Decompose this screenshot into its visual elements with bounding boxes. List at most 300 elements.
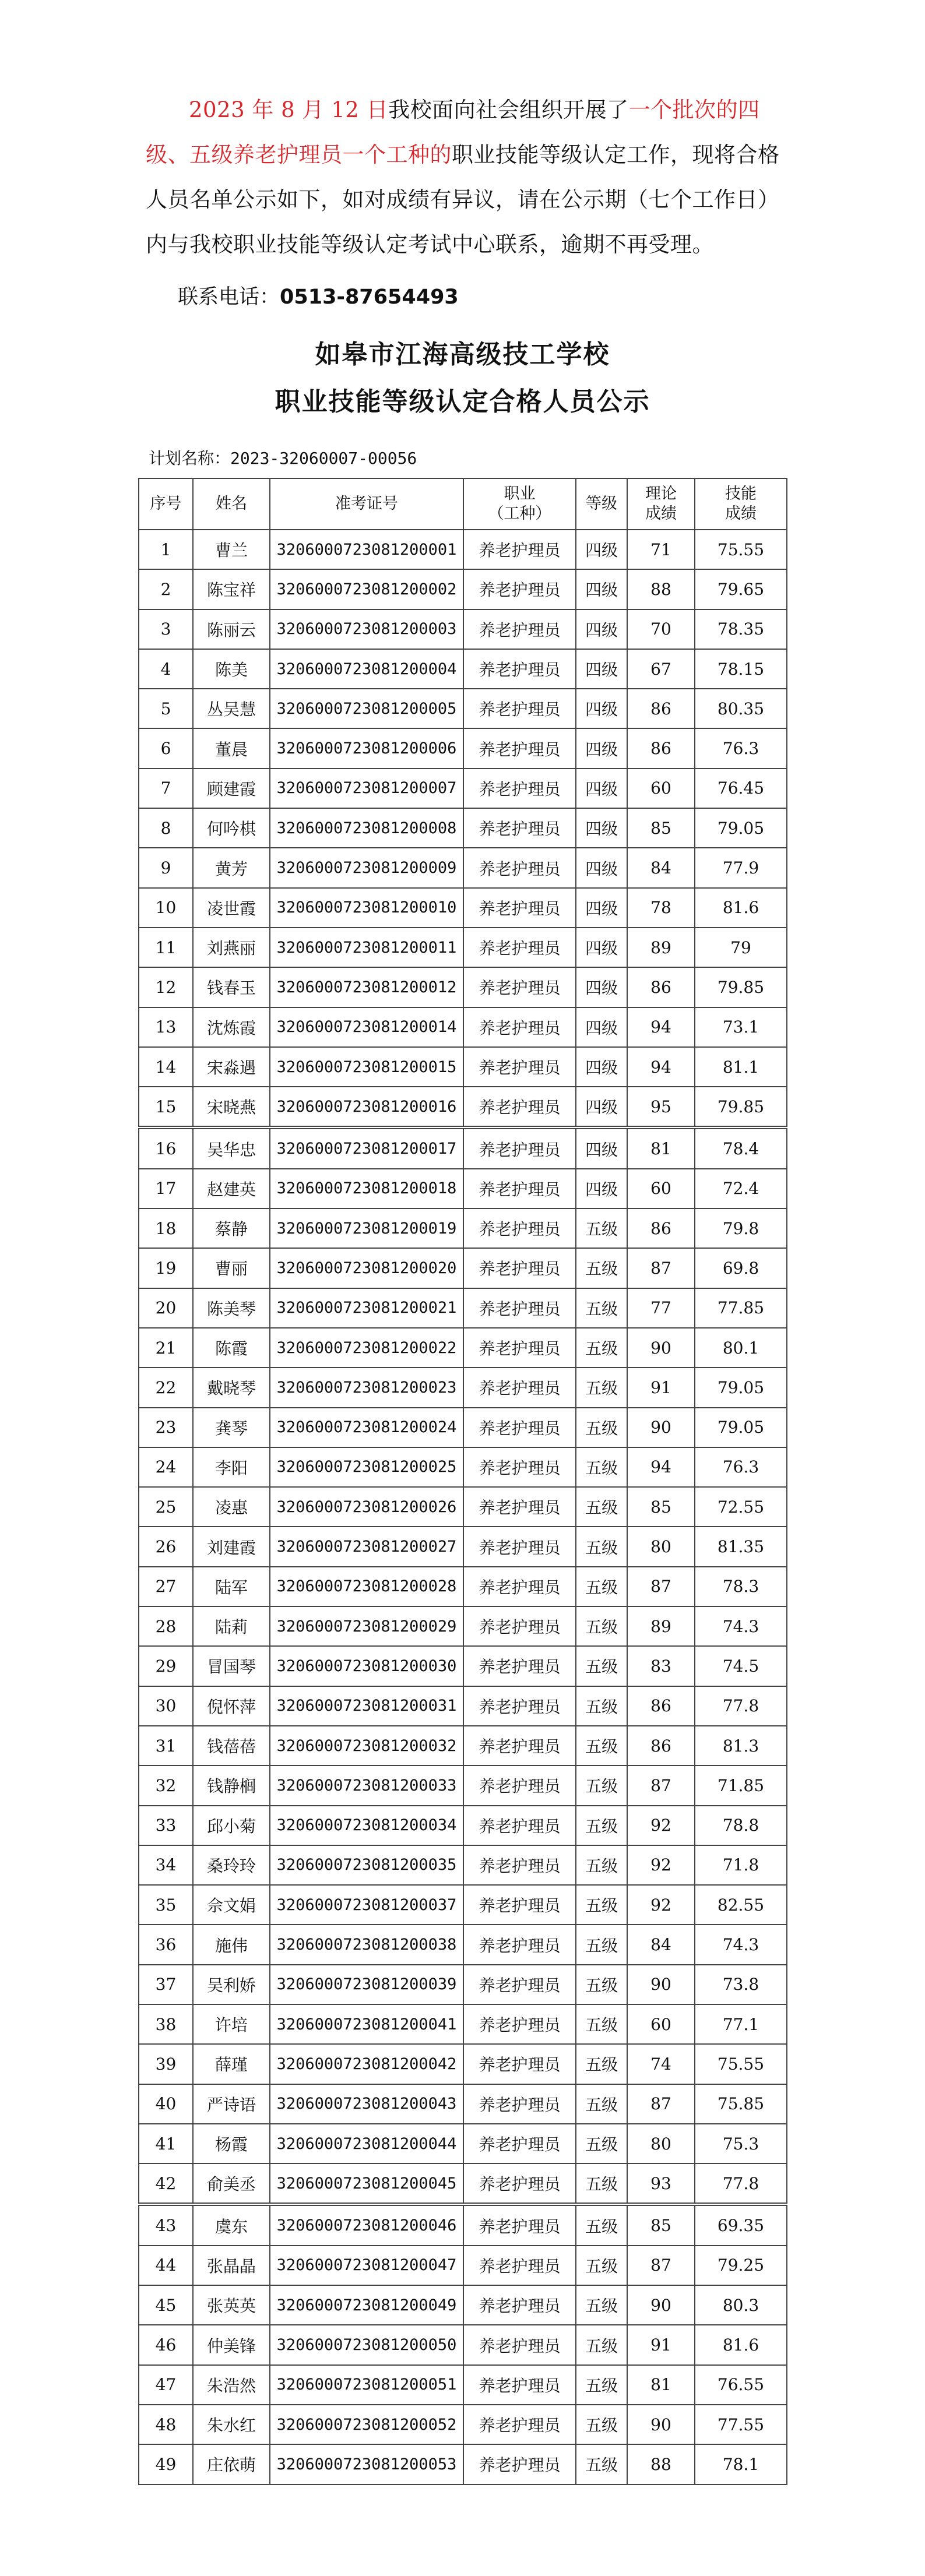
cell-skill: 73.8 xyxy=(695,1965,787,2004)
cell-seq: 15 xyxy=(139,1087,193,1127)
cell-occupation: 养老护理员 xyxy=(463,1806,576,1845)
cell-level: 五级 xyxy=(576,2325,627,2364)
cell-theory: 87 xyxy=(627,2246,695,2285)
cell-theory: 85 xyxy=(627,808,695,848)
cell-ticket: 3206000723081200042 xyxy=(270,2044,463,2084)
cell-ticket: 3206000723081200015 xyxy=(270,1047,463,1087)
cell-name: 陈美琴 xyxy=(193,1288,270,1328)
cell-occupation: 养老护理员 xyxy=(463,2204,576,2245)
cell-theory: 91 xyxy=(627,1368,695,1407)
cell-ticket: 3206000723081200053 xyxy=(270,2444,463,2484)
cell-level: 四级 xyxy=(576,649,627,689)
cell-level: 四级 xyxy=(576,530,627,569)
cell-skill: 69.35 xyxy=(695,2204,787,2245)
table-row xyxy=(139,1007,787,1047)
cell-skill: 80.35 xyxy=(695,689,787,728)
table-row xyxy=(139,2444,787,2484)
cell-skill: 79.8 xyxy=(695,1208,787,1248)
cell-level: 五级 xyxy=(576,2163,627,2204)
table-row xyxy=(139,609,787,649)
cell-ticket: 3206000723081200046 xyxy=(270,2204,463,2245)
cell-name: 凌世霞 xyxy=(193,888,270,928)
cell-ticket: 3206000723081200032 xyxy=(270,1726,463,1766)
cell-ticket: 3206000723081200038 xyxy=(270,1925,463,1964)
cell-level: 五级 xyxy=(576,2124,627,2163)
cell-level: 五级 xyxy=(576,1567,627,1606)
cell-ticket: 3206000723081200028 xyxy=(270,1567,463,1606)
cell-seq: 34 xyxy=(139,1845,193,1885)
cell-name: 张英英 xyxy=(193,2285,270,2325)
cell-name: 吴利娇 xyxy=(193,1965,270,2004)
cell-name: 戴晓琴 xyxy=(193,1368,270,1407)
table-row xyxy=(139,1447,787,1487)
cell-ticket: 3206000723081200023 xyxy=(270,1368,463,1407)
cell-occupation: 养老护理员 xyxy=(463,1447,576,1487)
cell-occupation: 养老护理员 xyxy=(463,609,576,649)
cell-skill: 71.85 xyxy=(695,1766,787,1805)
cell-name: 龚琴 xyxy=(193,1408,270,1447)
cell-theory: 70 xyxy=(627,609,695,649)
table-row xyxy=(139,1368,787,1407)
cell-name: 钱静榈 xyxy=(193,1766,270,1805)
cell-occupation: 养老护理员 xyxy=(463,569,576,609)
cell-level: 五级 xyxy=(576,2444,627,2484)
cell-level: 五级 xyxy=(576,1527,627,1566)
cell-occupation: 养老护理员 xyxy=(463,1288,576,1328)
cell-theory: 85 xyxy=(627,2204,695,2245)
cell-occupation: 养老护理员 xyxy=(463,1127,576,1168)
cell-level: 五级 xyxy=(576,1487,627,1527)
cell-name: 陈霞 xyxy=(193,1328,270,1368)
cell-level: 五级 xyxy=(576,1288,627,1328)
cell-skill: 79.05 xyxy=(695,808,787,848)
cell-name: 陈丽云 xyxy=(193,609,270,649)
cell-theory: 92 xyxy=(627,1885,695,1925)
cell-level: 四级 xyxy=(576,888,627,928)
cell-skill: 75.55 xyxy=(695,2044,787,2084)
cell-theory: 93 xyxy=(627,2163,695,2204)
cell-occupation: 养老护理员 xyxy=(463,2124,576,2163)
cell-theory: 81 xyxy=(627,1127,695,1168)
cell-occupation: 养老护理员 xyxy=(463,2365,576,2405)
table-row xyxy=(139,1845,787,1885)
cell-occupation: 养老护理员 xyxy=(463,2246,576,2285)
cell-name: 刘建霞 xyxy=(193,1527,270,1566)
table-row xyxy=(139,1248,787,1288)
cell-seq: 2 xyxy=(139,569,193,609)
table-row xyxy=(139,2044,787,2084)
cell-skill: 76.3 xyxy=(695,728,787,768)
table-row xyxy=(139,1487,787,1527)
cell-theory: 71 xyxy=(627,530,695,569)
table-row xyxy=(139,689,787,728)
cell-theory: 74 xyxy=(627,2044,695,2084)
cell-theory: 90 xyxy=(627,1965,695,2004)
cell-seq: 13 xyxy=(139,1007,193,1047)
cell-skill: 81.35 xyxy=(695,1527,787,1566)
table-row xyxy=(139,2004,787,2044)
cell-name: 陈美 xyxy=(193,649,270,689)
cell-theory: 94 xyxy=(627,1047,695,1087)
cell-level: 四级 xyxy=(576,1169,627,1208)
cell-name: 丛吴慧 xyxy=(193,689,270,728)
contact-line xyxy=(178,280,459,315)
cell-ticket: 3206000723081200010 xyxy=(270,888,463,928)
cell-skill: 76.45 xyxy=(695,769,787,808)
cell-skill: 80.1 xyxy=(695,1328,787,1368)
cell-theory: 86 xyxy=(627,967,695,1007)
cell-seq: 26 xyxy=(139,1527,193,1566)
cell-skill: 69.8 xyxy=(695,1248,787,1288)
cell-level: 四级 xyxy=(576,728,627,768)
table-body xyxy=(139,530,787,2485)
cell-level: 五级 xyxy=(576,1726,627,1766)
cell-skill: 77.8 xyxy=(695,1686,787,1726)
cell-occupation: 养老护理员 xyxy=(463,2004,576,2044)
cell-seq: 6 xyxy=(139,728,193,768)
table-row xyxy=(139,649,787,689)
cell-level: 五级 xyxy=(576,1248,627,1288)
cell-occupation: 养老护理员 xyxy=(463,728,576,768)
header-skill: 技能 成绩 xyxy=(695,478,787,530)
cell-name: 薛瑾 xyxy=(193,2044,270,2084)
table-row xyxy=(139,2204,787,2245)
cell-level: 五级 xyxy=(576,1208,627,1248)
cell-theory: 88 xyxy=(627,569,695,609)
cell-level: 五级 xyxy=(576,1766,627,1805)
cell-skill: 81.1 xyxy=(695,1047,787,1087)
cell-seq: 4 xyxy=(139,649,193,689)
table-row xyxy=(139,1408,787,1447)
cell-theory: 86 xyxy=(627,1686,695,1726)
cell-skill: 77.1 xyxy=(695,2004,787,2044)
cell-ticket: 3206000723081200033 xyxy=(270,1766,463,1805)
cell-seq: 25 xyxy=(139,1487,193,1527)
cell-ticket: 3206000723081200006 xyxy=(270,728,463,768)
cell-seq: 46 xyxy=(139,2325,193,2364)
cell-level: 五级 xyxy=(576,1408,627,1447)
cell-ticket: 3206000723081200021 xyxy=(270,1288,463,1328)
cell-name: 桑玲玲 xyxy=(193,1845,270,1885)
cell-occupation: 养老护理员 xyxy=(463,689,576,728)
cell-skill: 75.55 xyxy=(695,530,787,569)
cell-theory: 90 xyxy=(627,1328,695,1368)
cell-skill: 77.55 xyxy=(695,2405,787,2444)
table-row xyxy=(139,1925,787,1964)
cell-skill: 79.65 xyxy=(695,569,787,609)
cell-name: 佘文娟 xyxy=(193,1885,270,1925)
header-ticket: 准考证号 xyxy=(270,478,463,530)
cell-seq: 47 xyxy=(139,2365,193,2405)
table-row xyxy=(139,967,787,1007)
cell-seq: 44 xyxy=(139,2246,193,2285)
cell-theory: 90 xyxy=(627,1408,695,1447)
notice-title: 职业技能等级认定合格人员公示 xyxy=(275,387,650,417)
cell-theory: 87 xyxy=(627,1567,695,1606)
cell-seq: 45 xyxy=(139,2285,193,2325)
cell-theory: 86 xyxy=(627,1726,695,1766)
cell-seq: 24 xyxy=(139,1447,193,1487)
cell-occupation: 养老护理员 xyxy=(463,2084,576,2124)
table-row xyxy=(139,1965,787,2004)
cell-skill: 78.4 xyxy=(695,1127,787,1168)
table-row xyxy=(139,2365,787,2405)
cell-name: 钱春玉 xyxy=(193,967,270,1007)
cell-occupation: 养老护理员 xyxy=(463,2285,576,2325)
table-row xyxy=(139,1047,787,1087)
cell-theory: 60 xyxy=(627,2004,695,2044)
cell-theory: 89 xyxy=(627,928,695,967)
cell-skill: 75.85 xyxy=(695,2084,787,2124)
cell-occupation: 养老护理员 xyxy=(463,928,576,967)
cell-occupation: 养老护理员 xyxy=(463,1606,576,1646)
cell-skill: 71.8 xyxy=(695,1845,787,1885)
contact-phone: 0513-87654493 xyxy=(280,286,459,309)
cell-occupation: 养老护理员 xyxy=(463,1007,576,1047)
cell-ticket: 3206000723081200004 xyxy=(270,649,463,689)
cell-seq: 23 xyxy=(139,1408,193,1447)
cell-theory: 80 xyxy=(627,1527,695,1566)
cell-level: 四级 xyxy=(576,928,627,967)
cell-seq: 12 xyxy=(139,967,193,1007)
intro-paragraph xyxy=(146,87,787,267)
cell-skill: 74.3 xyxy=(695,1606,787,1646)
cell-name: 冒国琴 xyxy=(193,1646,270,1686)
cell-occupation: 养老护理员 xyxy=(463,1368,576,1407)
cell-name: 朱水红 xyxy=(193,2405,270,2444)
cell-seq: 27 xyxy=(139,1567,193,1606)
cell-name: 庄依萌 xyxy=(193,2444,270,2484)
cell-name: 宋淼遇 xyxy=(193,1047,270,1087)
cell-occupation: 养老护理员 xyxy=(463,2163,576,2204)
table-row xyxy=(139,848,787,887)
cell-ticket: 3206000723081200003 xyxy=(270,609,463,649)
cell-theory: 95 xyxy=(627,1087,695,1127)
cell-seq: 5 xyxy=(139,689,193,728)
cell-skill: 81.6 xyxy=(695,2325,787,2364)
cell-skill: 80.3 xyxy=(695,2285,787,2325)
cell-occupation: 养老护理员 xyxy=(463,1885,576,1925)
table-row xyxy=(139,888,787,928)
table-row xyxy=(139,1885,787,1925)
cell-ticket: 3206000723081200012 xyxy=(270,967,463,1007)
cell-level: 四级 xyxy=(576,808,627,848)
cell-seq: 14 xyxy=(139,1047,193,1087)
table-row xyxy=(139,1127,787,1168)
cell-name: 董晨 xyxy=(193,728,270,768)
table-row xyxy=(139,1686,787,1726)
cell-ticket: 3206000723081200024 xyxy=(270,1408,463,1447)
cell-level: 四级 xyxy=(576,769,627,808)
cell-skill: 79.05 xyxy=(695,1368,787,1407)
cell-name: 施伟 xyxy=(193,1925,270,1964)
school-title: 如皋市江海高级技工学校 xyxy=(315,340,610,369)
cell-occupation: 养老护理员 xyxy=(463,1169,576,1208)
cell-occupation: 养老护理员 xyxy=(463,1686,576,1726)
cell-ticket: 3206000723081200019 xyxy=(270,1208,463,1248)
cell-seq: 33 xyxy=(139,1806,193,1845)
cell-theory: 86 xyxy=(627,1208,695,1248)
cell-level: 五级 xyxy=(576,1328,627,1368)
cell-name: 吴华忠 xyxy=(193,1127,270,1168)
cell-ticket: 3206000723081200035 xyxy=(270,1845,463,1885)
cell-seq: 48 xyxy=(139,2405,193,2444)
cell-level: 五级 xyxy=(576,2365,627,2405)
cell-theory: 67 xyxy=(627,649,695,689)
cell-level: 四级 xyxy=(576,1127,627,1168)
cell-occupation: 养老护理员 xyxy=(463,1208,576,1248)
cell-ticket: 3206000723081200027 xyxy=(270,1527,463,1566)
cell-name: 张晶晶 xyxy=(193,2246,270,2285)
header-theory: 理论 成绩 xyxy=(627,478,695,530)
cell-ticket: 3206000723081200018 xyxy=(270,1169,463,1208)
table-row xyxy=(139,2084,787,2124)
cell-ticket: 3206000723081200022 xyxy=(270,1328,463,1368)
table-row xyxy=(139,1567,787,1606)
cell-seq: 9 xyxy=(139,848,193,887)
cell-seq: 31 xyxy=(139,1726,193,1766)
cell-level: 五级 xyxy=(576,1646,627,1686)
cell-name: 严诗语 xyxy=(193,2084,270,2124)
cell-skill: 79.85 xyxy=(695,1087,787,1127)
header-level: 等级 xyxy=(576,478,627,530)
cell-ticket: 3206000723081200007 xyxy=(270,769,463,808)
header-seq: 序号 xyxy=(139,478,193,530)
cell-name: 杨霞 xyxy=(193,2124,270,2163)
cell-occupation: 养老护理员 xyxy=(463,2444,576,2484)
cell-ticket: 3206000723081200017 xyxy=(270,1127,463,1168)
cell-theory: 92 xyxy=(627,1806,695,1845)
cell-skill: 75.3 xyxy=(695,2124,787,2163)
table-row xyxy=(139,530,787,569)
cell-skill: 79.05 xyxy=(695,1408,787,1447)
cell-ticket: 3206000723081200016 xyxy=(270,1087,463,1127)
cell-level: 五级 xyxy=(576,1447,627,1487)
cell-level: 五级 xyxy=(576,1845,627,1885)
cell-theory: 94 xyxy=(627,1447,695,1487)
cell-occupation: 养老护理员 xyxy=(463,1047,576,1087)
cell-theory: 89 xyxy=(627,1606,695,1646)
cell-ticket: 3206000723081200043 xyxy=(270,2084,463,2124)
cell-theory: 91 xyxy=(627,2325,695,2364)
cell-theory: 80 xyxy=(627,2124,695,2163)
exam-date: 2023 年 8 月 12 日 xyxy=(189,97,389,122)
table-header-row xyxy=(139,478,787,530)
cell-ticket: 3206000723081200008 xyxy=(270,808,463,848)
cell-occupation: 养老护理员 xyxy=(463,1328,576,1368)
cell-occupation: 养老护理员 xyxy=(463,808,576,848)
cell-ticket: 3206000723081200034 xyxy=(270,1806,463,1845)
cell-level: 四级 xyxy=(576,609,627,649)
cell-theory: 86 xyxy=(627,728,695,768)
cell-occupation: 养老护理员 xyxy=(463,769,576,808)
cell-seq: 16 xyxy=(139,1127,193,1168)
cell-name: 刘燕丽 xyxy=(193,928,270,967)
cell-skill: 72.55 xyxy=(695,1487,787,1527)
cell-name: 曹兰 xyxy=(193,530,270,569)
table-row xyxy=(139,2124,787,2163)
cell-skill: 81.6 xyxy=(695,888,787,928)
cell-skill: 78.35 xyxy=(695,609,787,649)
table-row xyxy=(139,1766,787,1805)
cell-name: 虞东 xyxy=(193,2204,270,2245)
cell-ticket: 3206000723081200020 xyxy=(270,1248,463,1288)
cell-theory: 81 xyxy=(627,2365,695,2405)
cell-level: 四级 xyxy=(576,848,627,887)
cell-skill: 78.3 xyxy=(695,1567,787,1606)
cell-seq: 3 xyxy=(139,609,193,649)
cell-occupation: 养老护理员 xyxy=(463,649,576,689)
cell-seq: 40 xyxy=(139,2084,193,2124)
table-row xyxy=(139,1328,787,1368)
cell-skill: 78.1 xyxy=(695,2444,787,2484)
cell-occupation: 养老护理员 xyxy=(463,2325,576,2364)
cell-ticket: 3206000723081200047 xyxy=(270,2246,463,2285)
cell-skill: 78.15 xyxy=(695,649,787,689)
cell-name: 陆莉 xyxy=(193,1606,270,1646)
cell-ticket: 3206000723081200025 xyxy=(270,1447,463,1487)
cell-occupation: 养老护理员 xyxy=(463,888,576,928)
table-row xyxy=(139,1208,787,1248)
cell-seq: 1 xyxy=(139,530,193,569)
cell-name: 仲美锋 xyxy=(193,2325,270,2364)
table-row xyxy=(139,928,787,967)
table-row xyxy=(139,808,787,848)
contact-label: 联系电话： xyxy=(178,286,280,309)
table-row xyxy=(139,1646,787,1686)
table-row xyxy=(139,1087,787,1127)
cell-skill: 79.25 xyxy=(695,2246,787,2285)
cell-name: 李阳 xyxy=(193,1447,270,1487)
cell-theory: 90 xyxy=(627,2405,695,2444)
cell-ticket: 3206000723081200011 xyxy=(270,928,463,967)
cell-name: 陈宝祥 xyxy=(193,569,270,609)
cell-seq: 21 xyxy=(139,1328,193,1368)
cell-skill: 74.5 xyxy=(695,1646,787,1686)
cell-level: 四级 xyxy=(576,1047,627,1087)
cell-name: 宋晓燕 xyxy=(193,1087,270,1127)
cell-skill: 76.55 xyxy=(695,2365,787,2405)
cell-seq: 39 xyxy=(139,2044,193,2084)
cell-theory: 87 xyxy=(627,1766,695,1805)
batch-description: 一个批次的四级、五级养老护理员一个工种的 xyxy=(146,97,760,167)
header-occupation: 职业 （工种） xyxy=(463,478,576,530)
cell-level: 五级 xyxy=(576,1965,627,2004)
cell-name: 赵建英 xyxy=(193,1169,270,1208)
cell-occupation: 养老护理员 xyxy=(463,1646,576,1686)
cell-skill: 82.55 xyxy=(695,1885,787,1925)
table-row xyxy=(139,1527,787,1566)
cell-theory: 77 xyxy=(627,1288,695,1328)
cell-name: 顾建霞 xyxy=(193,769,270,808)
cell-ticket: 3206000723081200041 xyxy=(270,2004,463,2044)
table-row xyxy=(139,2163,787,2204)
cell-name: 许培 xyxy=(193,2004,270,2044)
table-row xyxy=(139,1169,787,1208)
cell-ticket: 3206000723081200005 xyxy=(270,689,463,728)
cell-theory: 85 xyxy=(627,1487,695,1527)
cell-ticket: 3206000723081200031 xyxy=(270,1686,463,1726)
table-row xyxy=(139,728,787,768)
cell-seq: 28 xyxy=(139,1606,193,1646)
cell-seq: 32 xyxy=(139,1766,193,1805)
cell-seq: 10 xyxy=(139,888,193,928)
cell-skill: 73.1 xyxy=(695,1007,787,1047)
cell-theory: 92 xyxy=(627,1845,695,1885)
cell-level: 四级 xyxy=(576,689,627,728)
plan-name: 计划名称：2023-32060007-00056 xyxy=(149,449,417,468)
cell-seq: 22 xyxy=(139,1368,193,1407)
